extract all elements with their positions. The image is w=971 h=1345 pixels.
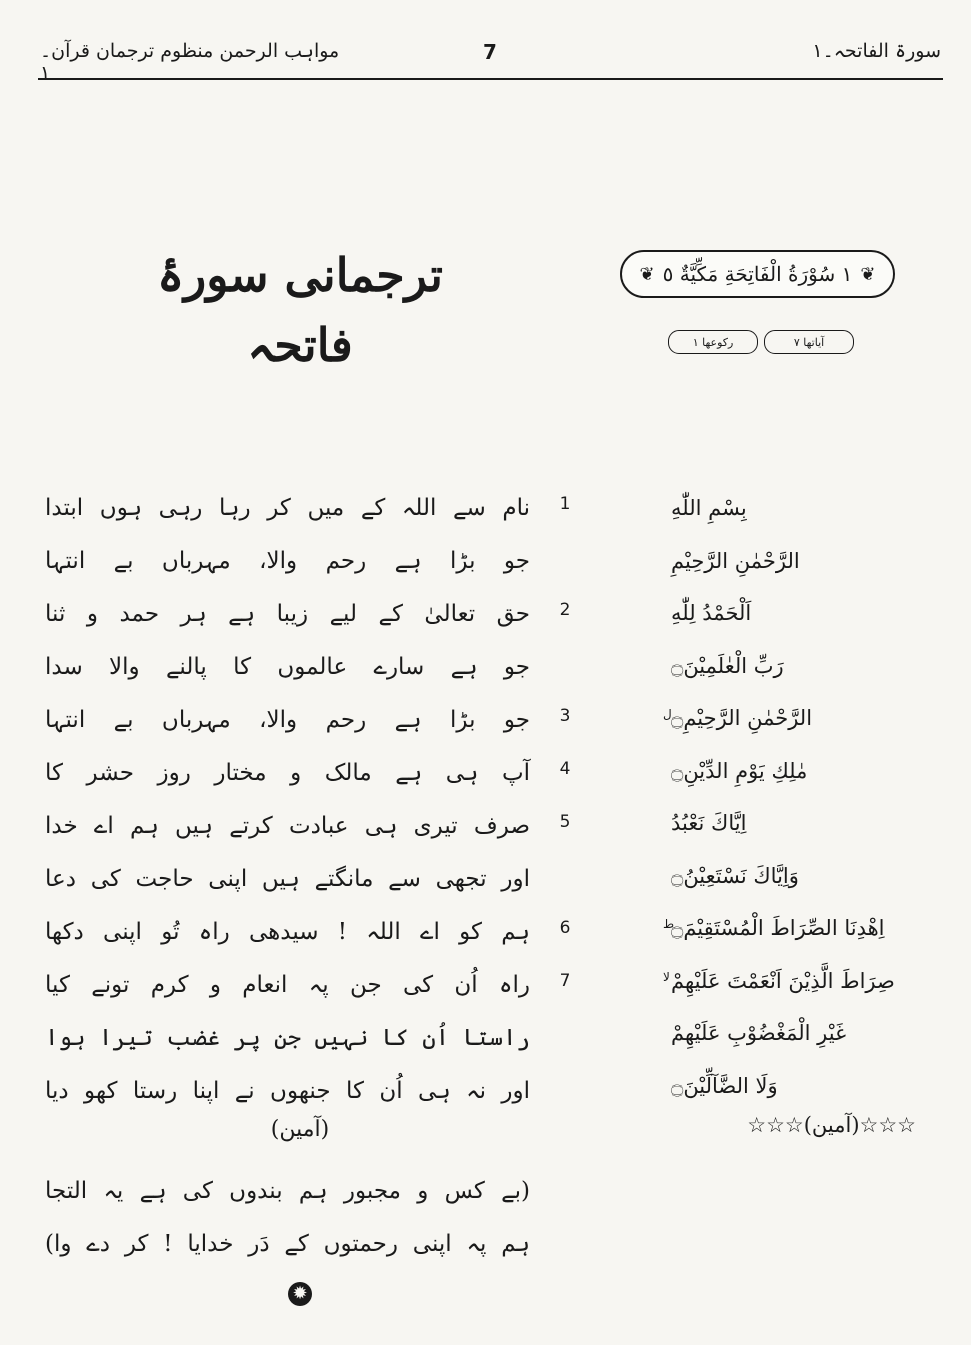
arabic-line-text: اِهْدِنَا الصِّرَاطَ الْمُسْتَقِيْمَ۝ <box>671 916 885 940</box>
arabic-line-text: مٰلِكِ يَوْمِ الدِّيْنِ۝ <box>671 758 808 783</box>
urdu-line <box>45 800 580 853</box>
surah-name-cartouche: ❦ ١ سُوْرَةُ الْفَاتِحَةِ مَكِّيَّةٌ ٥ ❦ <box>620 250 895 298</box>
urdu-line-text: جو بڑا ہے رحم والا، مہرباں بے انتہا <box>45 707 530 733</box>
arabic-line <box>651 541 931 594</box>
arabic-line <box>651 803 931 856</box>
arabic-line-text: غَيْرِ الْمَغْضُوْبِ عَلَيْهِمْ <box>671 1021 847 1045</box>
verse-number: 5 <box>559 812 571 832</box>
arabic-line <box>651 908 931 961</box>
urdu-line-text: اور نہ ہی اُن کا جنھوں نے اپنا رستا کھو دیا <box>45 1078 530 1104</box>
urdu-line <box>45 694 580 747</box>
arabic-line <box>651 961 931 1014</box>
urdu-line <box>45 747 580 800</box>
arabic-text-column <box>651 488 931 1118</box>
closing-line <box>45 1218 580 1271</box>
urdu-line <box>45 641 580 694</box>
arabic-line <box>651 698 931 751</box>
verse-number: 7 <box>559 971 571 991</box>
arabic-amin-line: ☆☆☆(آمین)☆☆☆ <box>747 1113 916 1137</box>
closing-line-text: ہم پہ اپنی رحمتوں کے دَر خدایا ! کر دے وا) <box>45 1231 530 1257</box>
urdu-line <box>45 1012 580 1065</box>
urdu-line-text: حق تعالیٰ کے لیے زیبا ہے ہر حمد و ثنا <box>45 601 530 627</box>
urdu-line <box>45 588 580 641</box>
arabic-line <box>651 488 931 541</box>
urdu-line <box>45 959 580 1012</box>
arabic-line-text: صِرَاطَ الَّذِيْنَ اَنْعَمْتَ عَلَيْهِمْ <box>671 968 895 993</box>
header-surah-title: سورۃ الفاتحہ۔١ <box>812 40 941 62</box>
page-title: ترجمانی سورۂ فاتحہ <box>157 248 443 372</box>
arabic-line <box>651 856 931 909</box>
verse-number: 3 <box>559 706 571 726</box>
closing-line <box>45 1165 580 1218</box>
end-star-icon: ✹ <box>288 1282 312 1306</box>
urdu-line <box>45 853 580 906</box>
urdu-line-text: صرف تیری ہی عبادت کرتے ہیں ہم اے خدا <box>45 813 530 839</box>
surah-info-pills <box>668 330 854 354</box>
header-book-title: مواہب الرحمن منظوم ترجمان قرآن۔ ١ <box>40 40 340 84</box>
arabic-line-text: اِيَّاكَ نَعْبُدُ <box>671 811 747 835</box>
urdu-line <box>45 906 580 959</box>
verse-number: 1 <box>559 494 571 514</box>
urdu-line <box>45 535 580 588</box>
arabic-line <box>651 751 931 804</box>
waqf-mark: لا <box>663 969 670 984</box>
urdu-line-text: اور تجھی سے مانگتے ہیں اپنی حاجت کی دعا <box>45 866 530 892</box>
verse-number: 4 <box>559 759 571 779</box>
urdu-line-text: راستا اُن کا نہیں جن پر غضب تیرا ہوا <box>45 1025 530 1051</box>
arabic-line-text: اَلْحَمْدُ لِلّٰهِ <box>671 601 752 625</box>
waqf-mark: ط <box>663 917 675 931</box>
header-rule <box>38 78 943 80</box>
verse-number: 6 <box>559 918 571 938</box>
arabic-line <box>651 1013 931 1066</box>
arabic-line-text: بِسْمِ اللّٰهِ <box>671 496 747 520</box>
urdu-line-text: ہم کو اے اللہ ! سیدھی راہ تُو اپنی دکھا <box>45 919 530 945</box>
urdu-line-text: جو بڑا ہے رحم والا، مہرباں بے انتہا <box>45 548 530 574</box>
closing-supplication <box>45 1165 580 1271</box>
arabic-line <box>651 1066 931 1119</box>
arabic-line-text: الرَّحْمٰنِ الرَّحِيْمِ <box>671 548 800 573</box>
urdu-line-text: نام سے اللہ کے میں کر رہا رہی ہوں ابتدا <box>45 495 530 521</box>
urdu-line-text: جو ہے سارے عالموں کا پالنے والا سدا <box>45 654 530 680</box>
page-number: 7 <box>483 40 497 64</box>
arabic-line-text: رَبِّ الْعٰلَمِيْنَ۝ <box>671 653 784 678</box>
urdu-line <box>45 482 580 535</box>
urdu-line-text: راہ اُن کی جن پہ انعام و کرم تونے کیا <box>45 972 530 998</box>
ruku-count-pill: ركوعها ١ <box>668 330 758 354</box>
urdu-line <box>45 1065 580 1118</box>
arabic-line-text: وَاِيَّاكَ نَسْتَعِيْنُ۝ <box>671 863 799 888</box>
arabic-line <box>651 646 931 699</box>
urdu-line-text: آپ ہی ہے مالک و مختار روز حشر کا <box>45 760 530 786</box>
amin-line: (آمین) <box>270 1117 330 1142</box>
closing-line-text: (بے کس و مجبور ہم بندوں کی ہے یہ التجا <box>45 1178 530 1204</box>
verse-number: 2 <box>559 600 571 620</box>
urdu-translation <box>45 482 580 1118</box>
arabic-line <box>651 593 931 646</box>
arabic-line-text: وَلَا الضَّآلِّيْنَ۝ <box>671 1073 778 1098</box>
ayat-count-pill: آياتها ٧ <box>764 330 854 354</box>
waqf-mark: ل <box>663 707 672 721</box>
arabic-line-text: الرَّحْمٰنِ الرَّحِيْمِ۝ <box>671 706 813 730</box>
